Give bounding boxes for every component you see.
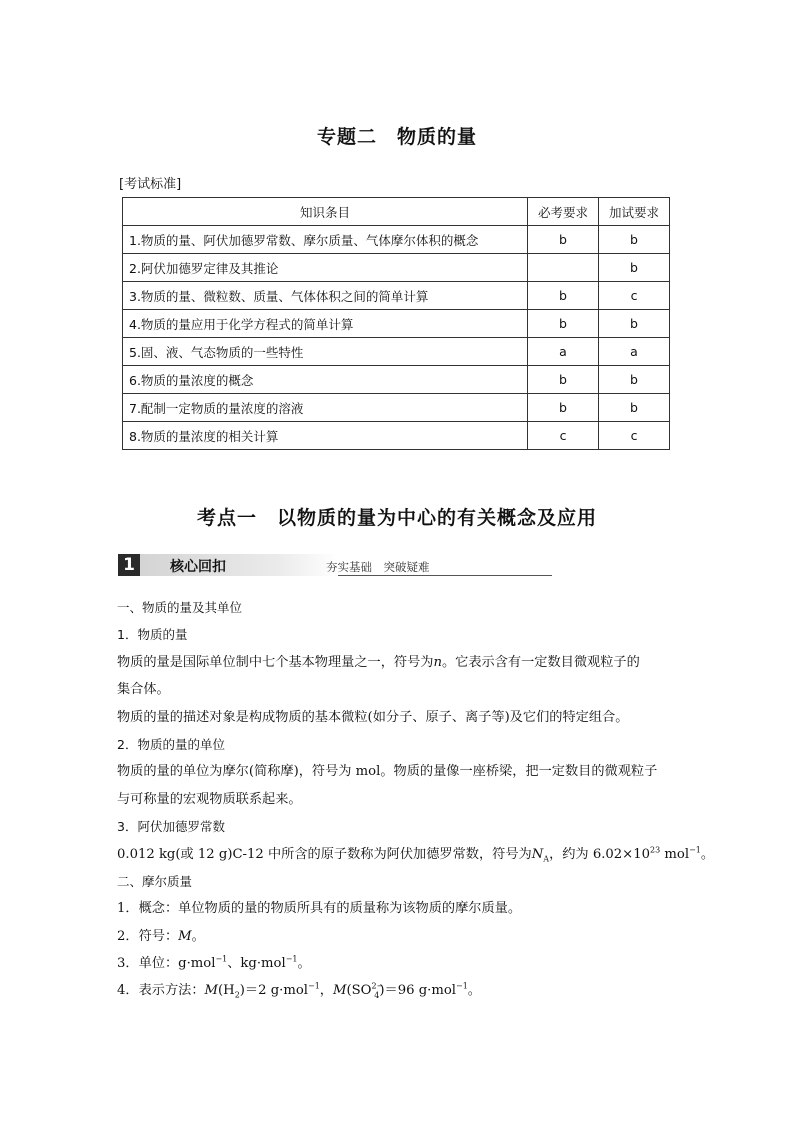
subheading-amount: 1．物质的量	[117, 627, 188, 643]
table-row	[123, 254, 670, 282]
paragraph-line: 集合体。	[117, 682, 170, 698]
row-extra: b	[599, 366, 670, 394]
subheading-unit: 2．物质的量的单位	[117, 736, 225, 752]
row-required: b	[528, 282, 599, 310]
section-banner	[118, 554, 438, 576]
paragraph-line: 物质的量的单位为摩尔(简称摩)，符号为 mol。物质的量像一座桥梁，把一定数目的微观粒子	[117, 764, 658, 780]
row-required	[528, 254, 599, 282]
header-extra: 加试要求	[599, 198, 670, 226]
row-extra: c	[599, 422, 670, 450]
list-item: 2．符号：M。	[117, 928, 205, 944]
list-item: 3．单位：g·mol$^{-1}$、kg·mol$^{-1}$。	[117, 954, 311, 972]
paragraph-line: 0.012 kg(或 12 g)C-12 中所含的原子数称为阿伏加德罗常数，符号为$N_A$，约为 $6.02\times 10^{23}$ mol$^{-1}$。	[117, 845, 715, 864]
row-required: a	[528, 338, 599, 366]
table-row	[123, 422, 670, 450]
row-extra: c	[599, 282, 670, 310]
row-extra: a	[599, 338, 670, 366]
banner-underline	[338, 575, 552, 576]
paragraph-line: 物质的量的描述对象是构成物质的基本微粒(如分子、原子、离子等)及它们的特定组合。	[117, 709, 629, 725]
header-required: 必考要求	[528, 198, 599, 226]
row-item: 8.物质的量浓度的相关计算	[123, 422, 528, 450]
banner-label: 核心回扣	[170, 559, 226, 575]
row-item: 6.物质的量浓度的概念	[123, 366, 528, 394]
banner-subtitle: 夯实基础 突破疑难	[326, 560, 430, 574]
symbol-n: n	[433, 654, 442, 670]
row-item: 2.阿伏加德罗定律及其推论	[123, 254, 528, 282]
table-row	[123, 226, 670, 254]
row-required: c	[528, 422, 599, 450]
row-extra: b	[599, 226, 670, 254]
banner-number: 1	[118, 554, 140, 576]
row-required: b	[528, 394, 599, 422]
paragraph-line: 与可称量的宏观物质联系起来。	[117, 791, 302, 807]
heading-section-1: 一、物质的量及其单位	[117, 600, 243, 615]
section-title: 考点一 以物质的量为中心的有关概念及应用	[196, 507, 597, 529]
row-item: 5.固、液、气态物质的一些特性	[123, 338, 528, 366]
row-required: b	[528, 310, 599, 338]
table-row	[123, 310, 670, 338]
symbol-N: N	[531, 846, 544, 862]
page-title: 专题二 物质的量	[316, 126, 477, 148]
banner-bar	[140, 554, 338, 576]
row-required: b	[528, 226, 599, 254]
table-row	[123, 282, 670, 310]
paragraph-line: 物质的量是国际单位制中七个基本物理量之一，符号为n。它表示含有一定数目微观粒子的	[117, 654, 640, 670]
row-item: 4.物质的量应用于化学方程式的简单计算	[123, 310, 528, 338]
row-extra: b	[599, 254, 670, 282]
subheading-avogadro: 3．阿伏加德罗常数	[117, 819, 225, 835]
row-item: 7.配制一定物质的量浓度的溶液	[123, 394, 528, 422]
standards-table	[122, 197, 670, 450]
table-row	[123, 338, 670, 366]
list-item: 1．概念：单位物质的量的物质所具有的质量称为该物质的摩尔质量。	[117, 901, 522, 917]
header-item: 知识条目	[123, 198, 528, 226]
table-row	[123, 366, 670, 394]
standards-label: [考试标准]	[119, 177, 182, 192]
row-item: 1.物质的量、阿伏加德罗常数、摩尔质量、气体摩尔体积的概念	[123, 226, 528, 254]
row-extra: b	[599, 394, 670, 422]
table-row	[123, 394, 670, 422]
row-extra: b	[599, 310, 670, 338]
content-body	[117, 594, 715, 1005]
row-required: b	[528, 366, 599, 394]
list-item: 4．表示方法：$M(H_2)=2$ g·mol$^{-1}$，$M(SO^{2-}_4)=96$ g·mol$^{-1}$。	[117, 982, 481, 1001]
table-header-row	[123, 198, 670, 226]
heading-section-2: 二、摩尔质量	[117, 873, 193, 889]
row-item: 3.物质的量、微粒数、质量、气体体积之间的简单计算	[123, 282, 528, 310]
